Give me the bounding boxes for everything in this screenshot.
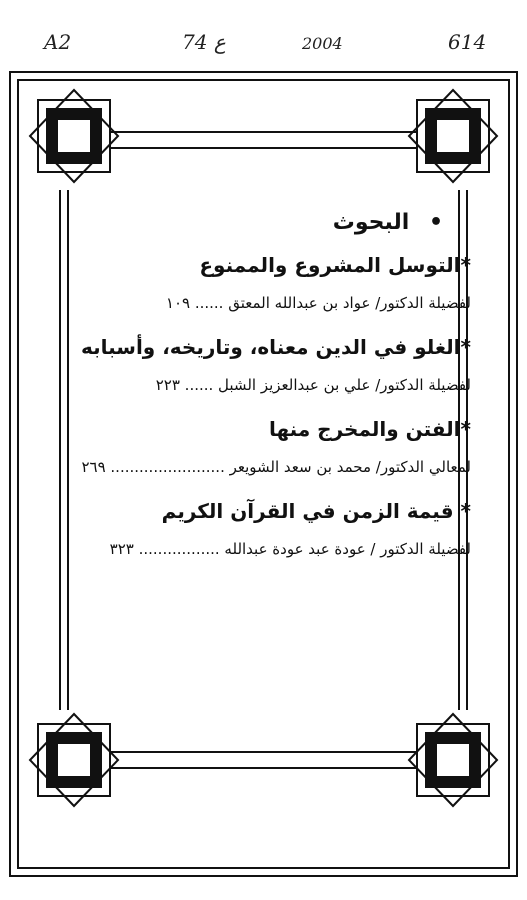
article-title: *الفتن والمخرج منها bbox=[268, 417, 471, 441]
article-entry bbox=[46, 331, 481, 397]
handwritten-note-left: A2 bbox=[44, 30, 72, 54]
article-author-page: لمعالي الدكتور/ محمد بن سعد الشويعر ........................ ٢٦٩ bbox=[81, 458, 471, 476]
article-entry bbox=[46, 249, 481, 315]
handwritten-note-middle: 74 ع bbox=[182, 30, 226, 54]
table-of-contents bbox=[46, 210, 481, 577]
handwritten-year: 2004 bbox=[302, 34, 343, 53]
article-author-page: لفضيلة الدكتور / عودة عبد عودة عبدالله ................. ٣٢٣ bbox=[109, 540, 471, 558]
corner-knot-bottom-right bbox=[409, 714, 497, 806]
corner-knot-top-left bbox=[30, 90, 118, 182]
article-title: * قيمة الزمن في القرآن الكريم bbox=[161, 499, 471, 523]
article-title: *الغلو في الدين معناه، وتاريخه، وأسبابه bbox=[80, 335, 471, 359]
article-entry bbox=[46, 413, 481, 479]
handwritten-note-right: 614 bbox=[448, 30, 487, 54]
article-entry bbox=[46, 495, 481, 561]
corner-knot-top-right bbox=[409, 90, 497, 182]
section-heading-text: البحوث bbox=[332, 210, 410, 235]
corner-knot-bottom-left bbox=[30, 714, 118, 806]
article-title: *التوسل المشروع والممنوع bbox=[199, 253, 471, 277]
section-heading bbox=[46, 210, 481, 235]
article-author-page: لفضيلة الدكتور/ علي بن عبدالعزيز الشبل ...... ٢٢٣ bbox=[155, 376, 471, 394]
article-author-page: لفضيلة الدكتور/ عواد بن عبدالله المعتق ...... ١٠٩ bbox=[165, 294, 471, 312]
bullet-icon: • bbox=[428, 210, 443, 235]
